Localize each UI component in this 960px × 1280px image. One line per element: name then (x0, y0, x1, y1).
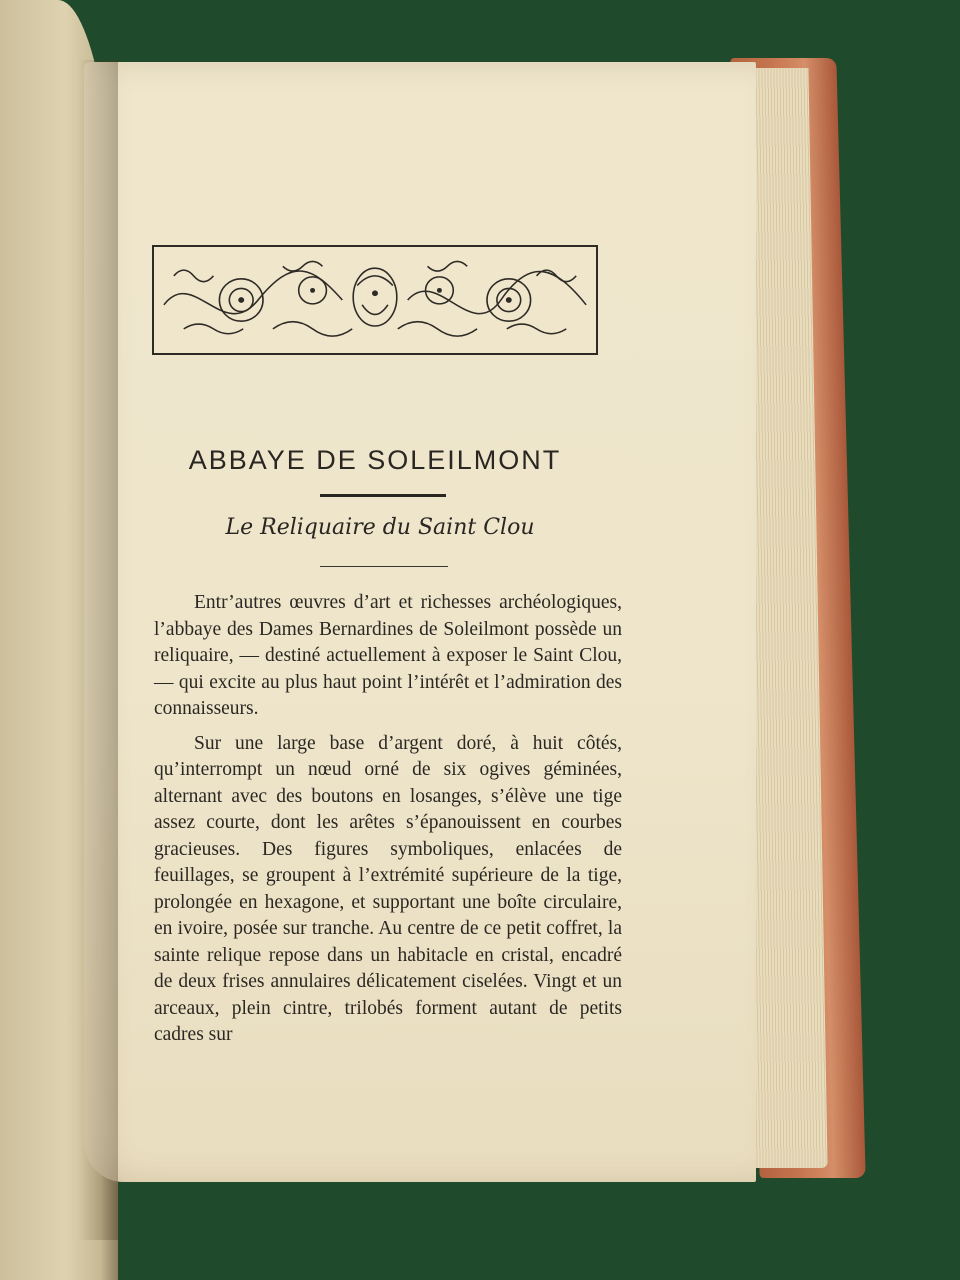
gutter-shadow (78, 60, 118, 1240)
subtitle-divider (320, 566, 448, 567)
paragraph: Entr’autres œuvres d’art et richesses archéologiques, l’abbaye des Dames Bernardines de Soleilmont possède un reliquaire, — destiné actuellement à exposer le Saint Clou, — qui excite au plus haut point l’intérêt et l’admiration des connaisseurs. (154, 592, 622, 719)
page-subtitle: Le Reliquaire du Saint Clou (225, 515, 535, 540)
paragraph: Sur une large base d’argent doré, à huit côtés, qu’interrompt un nœud orné de six ogives géminées, alternant avec des boutons en losanges, s’élève une tige assez courte, dont les arêtes s’épanouissent en courbes gracieuses. Des figures symboliques, enlacées de feuillages, se groupent à l’extrémité supérieure de la tige, prolongée en hexagone, et supportant une boîte circulaire, en ivoire, posée sur tranche. Au centre de ce petit coffret, la sainte relique repose dans un habitacle en cristal, encadré de deux frises annulaires délicatement ciselées. Vingt et un arceaux, plein cintre, trilobés forment autant de petits cadres sur (154, 732, 622, 1045)
title-divider (320, 494, 446, 497)
body-text (154, 590, 622, 1057)
page-title: ABBAYE DE SOLEILMONT (188, 445, 562, 475)
ornamental-frieze-icon (152, 245, 598, 355)
